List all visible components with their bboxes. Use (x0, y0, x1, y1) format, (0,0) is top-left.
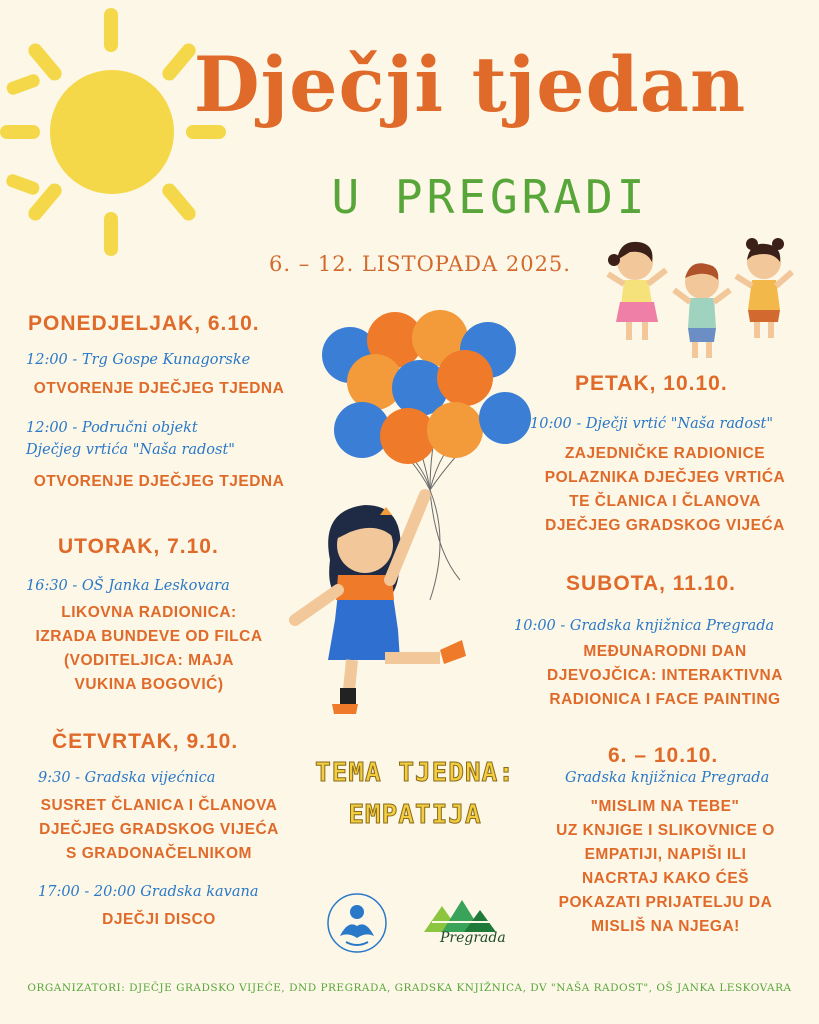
pregrada-logo-mark (420, 898, 500, 934)
balloon-girl-illustration (280, 300, 540, 730)
page-title: Dječji tjedan (193, 40, 747, 129)
event-description (520, 442, 810, 538)
day-heading-tuesday: UTORAK, 7.10. (58, 535, 219, 558)
event-line: POLAZNIKA DJEČJEG VRTIĆA (544, 469, 786, 486)
event-description (528, 819, 803, 939)
event-time: 10:00 - Dječji vrtić "Naša radost" (530, 416, 774, 432)
event-time: 17:00 - 20:00 Gradska kavana (38, 884, 259, 900)
event-description: OTVORENJE DJEČJEG TJEDNA (33, 473, 285, 490)
event-line: IZRADA BUNDEVE OD FILCA (35, 628, 263, 645)
event-description: DJEČJI DISCO (102, 911, 216, 928)
event-dates: 6. – 12. LISTOPADA 2025. (269, 252, 571, 276)
day-heading-saturday: SUBOTA, 11.10. (566, 572, 737, 595)
event-time: 10:00 - Gradska knjižnica Pregrada (514, 618, 775, 634)
kids-illustration (600, 232, 805, 367)
event-line: ZAJEDNIČKE RADIONICE (564, 445, 766, 462)
page-subtitle: U PREGRADI (331, 170, 649, 224)
event-line: TE ČLANICA I ČLANOVA (569, 493, 761, 510)
day-heading-thursday: ČETVRTAK, 9.10. (52, 730, 239, 753)
event-time: 12:00 - Područni objekt (26, 420, 198, 436)
event-quote: "MISLIM NA TEBE" (590, 798, 740, 815)
event-line: MISLIŠ NA NJEGA! (591, 918, 740, 935)
event-location: Gradska knjižnica Pregrada (565, 770, 770, 786)
event-line: MEĐUNARODNI DAN (583, 643, 747, 660)
event-line: DJEČJEG GRADSKOG VIJEĆA (39, 821, 279, 838)
event-line: DJEČJEG GRADSKOG VIJEĆA (545, 517, 785, 534)
event-line: DJEVOJČICA: INTERAKTIVNA (547, 667, 783, 684)
event-line: (VODITELJICA: MAJA (63, 652, 235, 669)
event-time: 9:30 - Gradska vijećnica (38, 770, 216, 786)
event-line: EMPATIJI, NAPIŠI ILI (584, 846, 747, 863)
event-time: 16:30 - OŠ Janka Leskovara (26, 578, 230, 594)
organizers-footer: ORGANIZATORI: DJEČJE GRADSKO VIJEĆE, DND PREGRADA, GRADSKA KNJIŽNICA, DV "NAŠA RADOST", OŠ JANKA LESKOVARA (27, 982, 792, 994)
pregrada-logo-text: Pregrada (440, 930, 506, 946)
day-heading-friday: PETAK, 10.10. (575, 372, 728, 395)
event-time: Dječjeg vrtića "Naša radost" (26, 442, 235, 458)
day-heading-range: 6. – 10.10. (608, 744, 719, 767)
event-line: SUSRET ČLANICA I ČLANOVA (40, 797, 278, 814)
event-line: POKAZATI PRIJATELJU DA (558, 894, 773, 911)
theme-value: EMPATIJA (348, 800, 482, 830)
event-description: OTVORENJE DJEČJEG TJEDNA (33, 380, 285, 397)
event-line: NACRTAJ KAKO ĆEŠ (581, 870, 750, 887)
event-description (14, 601, 284, 697)
theme-label: TEMA TJEDNA: (315, 758, 515, 788)
event-description (14, 794, 304, 866)
day-heading-monday: PONEDJELJAK, 6.10. (28, 312, 260, 335)
event-line: VUKINA BOGOVIĆ) (74, 676, 224, 693)
event-line: LIKOVNA RADIONICA: (61, 604, 237, 621)
event-line: RADIONICA I FACE PAINTING (549, 691, 781, 708)
event-description (520, 640, 810, 712)
event-line: S GRADONAČELNIKOM (66, 845, 252, 862)
event-time: 12:00 - Trg Gospe Kunagorske (26, 352, 251, 368)
sun-illustration (0, 0, 230, 260)
event-line: UZ KNJIGE I SLIKOVNICE O (556, 822, 775, 839)
dnd-pregrada-logo (326, 892, 388, 954)
